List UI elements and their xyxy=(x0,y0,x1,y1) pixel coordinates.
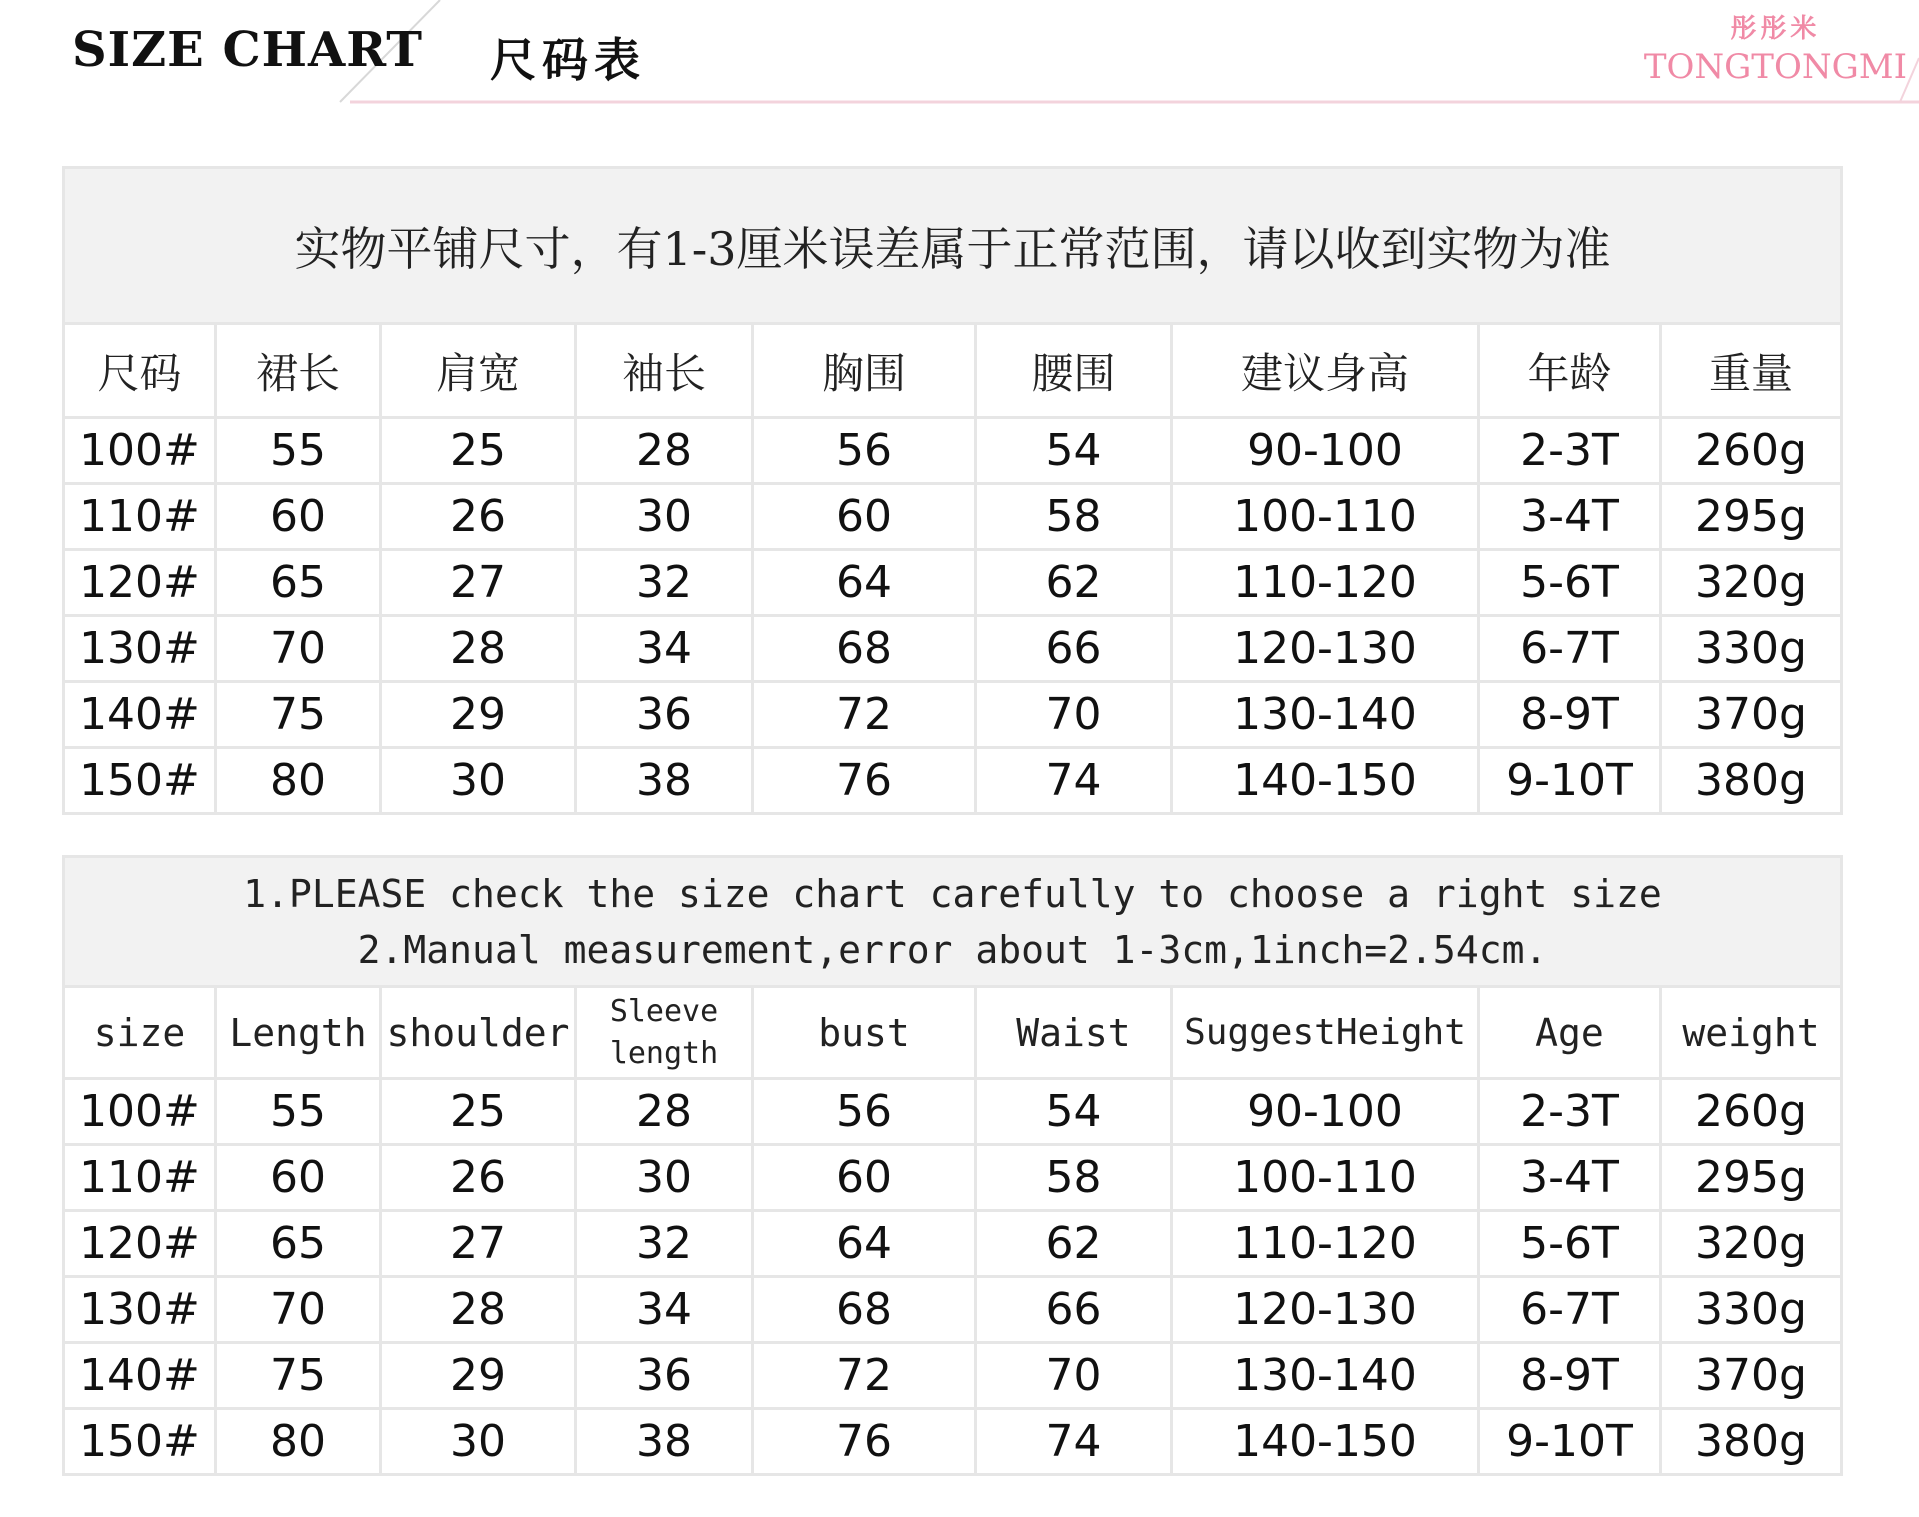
table-row xyxy=(64,1079,1842,1145)
table-header-row xyxy=(64,324,1842,418)
table-cell: 56 xyxy=(753,418,976,484)
table-cell: 68 xyxy=(753,616,976,682)
column-header: Length xyxy=(216,987,381,1079)
table-cell: 110# xyxy=(64,1145,216,1211)
table-cell: 55 xyxy=(216,418,381,484)
table-cell: 8-9T xyxy=(1479,682,1661,748)
table-row xyxy=(64,1409,1842,1475)
table-cell: 25 xyxy=(381,1079,576,1145)
table-cell: 38 xyxy=(576,748,753,814)
size-table-en xyxy=(62,855,1843,1476)
column-header: 腰围 xyxy=(976,324,1172,418)
table-cell: 100-110 xyxy=(1172,484,1479,550)
table-cell: 80 xyxy=(216,748,381,814)
column-header: shoulder xyxy=(381,987,576,1079)
table-cell: 27 xyxy=(381,1211,576,1277)
table-row xyxy=(64,1277,1842,1343)
note-line-1: 1.PLEASE check the size chart carefully to choose a right size xyxy=(243,871,1662,916)
table-row xyxy=(64,1145,1842,1211)
column-header: size xyxy=(64,987,216,1079)
table-cell: 65 xyxy=(216,550,381,616)
table-cell: 150# xyxy=(64,1409,216,1475)
note-text: 实物平铺尺寸，有1-3厘米误差属于正常范围，请以收到实物为准 xyxy=(294,221,1611,276)
table-cell: 28 xyxy=(381,616,576,682)
table-cell: 36 xyxy=(576,682,753,748)
table-cell: 25 xyxy=(381,418,576,484)
table-cell: 36 xyxy=(576,1343,753,1409)
table-cell: 120-130 xyxy=(1172,1277,1479,1343)
table-cell: 150# xyxy=(64,748,216,814)
table-cell: 75 xyxy=(216,1343,381,1409)
table-cell: 370g xyxy=(1661,1343,1842,1409)
table-row xyxy=(64,1211,1842,1277)
column-header: Sleeve length xyxy=(576,987,753,1079)
table-note xyxy=(64,857,1842,987)
table-cell: 28 xyxy=(381,1277,576,1343)
column-header: Age xyxy=(1479,987,1661,1079)
table-row xyxy=(64,1343,1842,1409)
table-cell: 2-3T xyxy=(1479,1079,1661,1145)
table-cell: 60 xyxy=(216,1145,381,1211)
brand-name-en: TONGTONGMI xyxy=(1643,47,1907,87)
table-row xyxy=(64,616,1842,682)
table-cell: 295g xyxy=(1661,1145,1842,1211)
table-cell: 100# xyxy=(64,418,216,484)
size-table-cn xyxy=(62,166,1843,815)
column-header: 胸围 xyxy=(753,324,976,418)
table-cell: 64 xyxy=(753,550,976,616)
table-cell: 320g xyxy=(1661,550,1842,616)
table-cell: 56 xyxy=(753,1079,976,1145)
table-body-en xyxy=(64,1079,1842,1475)
table-cell: 75 xyxy=(216,682,381,748)
table-cell: 64 xyxy=(753,1211,976,1277)
column-header: SuggestHeight xyxy=(1172,987,1479,1079)
table-cell: 70 xyxy=(216,1277,381,1343)
table-cell: 120# xyxy=(64,550,216,616)
table-cell: 140# xyxy=(64,1343,216,1409)
table-cell: 130-140 xyxy=(1172,1343,1479,1409)
table-cell: 34 xyxy=(576,616,753,682)
table-cell: 110-120 xyxy=(1172,550,1479,616)
page-title: SIZE CHART xyxy=(72,22,424,78)
table-cell: 66 xyxy=(976,1277,1172,1343)
table-cell: 72 xyxy=(753,1343,976,1409)
table-note xyxy=(64,168,1842,324)
table-row xyxy=(64,748,1842,814)
column-header: 年龄 xyxy=(1479,324,1661,418)
table-cell: 3-4T xyxy=(1479,484,1661,550)
table-cell: 140# xyxy=(64,682,216,748)
column-header: Waist xyxy=(976,987,1172,1079)
table-cell: 5-6T xyxy=(1479,1211,1661,1277)
table-cell: 3-4T xyxy=(1479,1145,1661,1211)
table-cell: 70 xyxy=(216,616,381,682)
table-row xyxy=(64,682,1842,748)
table-body-cn xyxy=(64,418,1842,814)
table-cell: 29 xyxy=(381,682,576,748)
table-cell: 120# xyxy=(64,1211,216,1277)
table-row xyxy=(64,484,1842,550)
table-cell: 90-100 xyxy=(1172,418,1479,484)
table-cell: 27 xyxy=(381,550,576,616)
table-cell: 110-120 xyxy=(1172,1211,1479,1277)
table-cell: 380g xyxy=(1661,1409,1842,1475)
header xyxy=(0,0,1919,110)
table-cell: 130# xyxy=(64,1277,216,1343)
table-cell: 140-150 xyxy=(1172,1409,1479,1475)
table-header-row xyxy=(64,987,1842,1079)
table-cell: 66 xyxy=(976,616,1172,682)
table-cell: 8-9T xyxy=(1479,1343,1661,1409)
table-row xyxy=(64,550,1842,616)
table-cell: 26 xyxy=(381,1145,576,1211)
table-cell: 130-140 xyxy=(1172,682,1479,748)
column-header: 尺码 xyxy=(64,324,216,418)
brand-name-cn: 彤彤米 xyxy=(1730,14,1821,44)
table-cell: 130# xyxy=(64,616,216,682)
column-header: 重量 xyxy=(1661,324,1842,418)
table-cell: 62 xyxy=(976,1211,1172,1277)
table-cell: 330g xyxy=(1661,1277,1842,1343)
table-cell: 32 xyxy=(576,1211,753,1277)
table-cell: 120-130 xyxy=(1172,616,1479,682)
table-cell: 110# xyxy=(64,484,216,550)
table-cell: 30 xyxy=(576,1145,753,1211)
table-cell: 72 xyxy=(753,682,976,748)
table-cell: 70 xyxy=(976,1343,1172,1409)
table-cell: 60 xyxy=(753,1145,976,1211)
table-cell: 260g xyxy=(1661,1079,1842,1145)
table-cell: 320g xyxy=(1661,1211,1842,1277)
table-cell: 28 xyxy=(576,418,753,484)
table-cell: 2-3T xyxy=(1479,418,1661,484)
table-cell: 60 xyxy=(216,484,381,550)
table-cell: 9-10T xyxy=(1479,748,1661,814)
page-title-cn: 尺码表 xyxy=(490,33,646,87)
column-header: 肩宽 xyxy=(381,324,576,418)
table-row xyxy=(64,418,1842,484)
brand-logo xyxy=(1644,8,1907,87)
table-cell: 68 xyxy=(753,1277,976,1343)
table-cell: 74 xyxy=(976,748,1172,814)
table-cell: 76 xyxy=(753,748,976,814)
note-line-2: 2.Manual measurement,error about 1-3cm,1inch=2.54cm. xyxy=(357,927,1548,972)
table-cell: 80 xyxy=(216,1409,381,1475)
table-cell: 140-150 xyxy=(1172,748,1479,814)
table-cell: 6-7T xyxy=(1479,1277,1661,1343)
table-cell: 5-6T xyxy=(1479,550,1661,616)
table-cell: 30 xyxy=(381,1409,576,1475)
table-cell: 34 xyxy=(576,1277,753,1343)
table-cell: 29 xyxy=(381,1343,576,1409)
table-cell: 30 xyxy=(381,748,576,814)
column-header: 建议身高 xyxy=(1172,324,1479,418)
table-cell: 9-10T xyxy=(1479,1409,1661,1475)
table-cell: 58 xyxy=(976,1145,1172,1211)
column-header: weight xyxy=(1661,987,1842,1079)
table-cell: 62 xyxy=(976,550,1172,616)
table-cell: 100-110 xyxy=(1172,1145,1479,1211)
table-cell: 54 xyxy=(976,1079,1172,1145)
table-cell: 30 xyxy=(576,484,753,550)
table-cell: 76 xyxy=(753,1409,976,1475)
table-cell: 295g xyxy=(1661,484,1842,550)
table-cell: 58 xyxy=(976,484,1172,550)
table-cell: 100# xyxy=(64,1079,216,1145)
table-cell: 55 xyxy=(216,1079,381,1145)
table-cell: 260g xyxy=(1661,418,1842,484)
table-cell: 330g xyxy=(1661,616,1842,682)
table-cell: 60 xyxy=(753,484,976,550)
column-header: 裙长 xyxy=(216,324,381,418)
table-cell: 6-7T xyxy=(1479,616,1661,682)
table-cell: 380g xyxy=(1661,748,1842,814)
table-cell: 74 xyxy=(976,1409,1172,1475)
table-cell: 90-100 xyxy=(1172,1079,1479,1145)
table-cell: 26 xyxy=(381,484,576,550)
column-header: 袖长 xyxy=(576,324,753,418)
table-cell: 370g xyxy=(1661,682,1842,748)
table-cell: 28 xyxy=(576,1079,753,1145)
table-cell: 38 xyxy=(576,1409,753,1475)
table-cell: 54 xyxy=(976,418,1172,484)
table-cell: 65 xyxy=(216,1211,381,1277)
table-cell: 70 xyxy=(976,682,1172,748)
column-header: bust xyxy=(753,987,976,1079)
table-cell: 32 xyxy=(576,550,753,616)
